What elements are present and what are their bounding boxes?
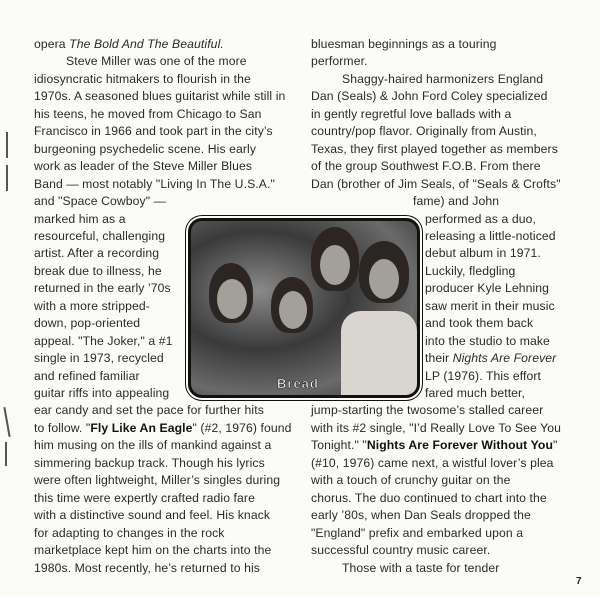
text-line xyxy=(34,72,251,86)
photo-figure xyxy=(320,245,350,285)
text-segment: (#10, 1976) came next, a wistful lover’s plea xyxy=(311,455,554,470)
song-title: Nights Are Forever Without You xyxy=(366,438,553,453)
text-segment: work as leader of the Steve Miller Blues xyxy=(34,159,253,174)
text-line xyxy=(311,124,537,138)
text-segment: of the group Southwest F.O.B. From there xyxy=(311,159,541,174)
text-segment: with a touch of crunchy guitar on the xyxy=(311,473,511,488)
text-line xyxy=(311,456,554,470)
text-line xyxy=(311,421,561,435)
text-line xyxy=(34,299,150,313)
scan-mark xyxy=(5,442,7,466)
text-line xyxy=(425,316,533,330)
text-line xyxy=(311,526,523,540)
text-line xyxy=(34,543,271,557)
text-segment: Those with a taste for tender xyxy=(342,560,500,575)
text-segment: his teens, he moved from Chicago to San xyxy=(34,106,262,121)
text-line xyxy=(311,438,557,452)
text-segment: and "Space Cowboy" — xyxy=(34,194,166,209)
text-segment: their xyxy=(425,351,453,366)
text-line xyxy=(34,508,270,522)
text-segment: to follow. " xyxy=(34,420,91,435)
text-segment: country/pop flavor. Originally from Austin, xyxy=(311,124,537,139)
text-segment: 1970s. A seasoned blues guitarist while still in xyxy=(34,89,286,104)
text-segment: Steve Miller was one of the more xyxy=(66,54,247,69)
text-segment: and took them back xyxy=(425,316,534,331)
text-segment: Band — most notably "Living In The U.S.A." xyxy=(34,176,275,191)
text-segment: releasing a little-noticed xyxy=(425,228,556,243)
photo-caption: Bread xyxy=(277,376,319,391)
text-line xyxy=(311,54,368,68)
text-segment: Dan (brother of Jim Seals, of "Seals & Crofts" xyxy=(311,176,561,191)
text-line xyxy=(34,526,225,540)
text-segment: " xyxy=(553,438,558,453)
text-segment: chorus. The duo continued to chart into the xyxy=(311,490,547,505)
text-line xyxy=(425,212,536,226)
text-line xyxy=(425,264,515,278)
text-segment: in gently regretful love ballads with a xyxy=(311,106,512,121)
text-line xyxy=(34,124,273,138)
text-segment: into the studio to make xyxy=(425,333,550,348)
text-segment: LP (1976). This effort xyxy=(425,368,542,383)
text-line xyxy=(34,491,255,505)
text-segment: burgeoning psychedelic scene. His early xyxy=(34,141,257,156)
text-segment: resourceful, challenging xyxy=(34,228,166,243)
text-segment: ear candy and set the pace for further hits xyxy=(34,403,264,418)
text-segment: appeal. "The Joker," a #1 xyxy=(34,333,173,348)
text-line xyxy=(34,456,265,470)
text-segment: with a more stripped- xyxy=(34,298,150,313)
text-segment: and refined familiar xyxy=(34,368,140,383)
text-segment: break due to illness, he xyxy=(34,263,162,278)
text-segment: producer Kyle Lehning xyxy=(425,281,550,296)
text-line xyxy=(342,72,543,86)
text-segment: Texas, they first played together as members xyxy=(311,141,558,156)
text-line xyxy=(34,316,140,330)
text-segment: "England" prefix and embarked upon a xyxy=(311,525,524,540)
photo-figure xyxy=(369,259,399,299)
italic-title: The Bold And The Beautiful. xyxy=(69,37,224,51)
text-segment: marketplace kept him on the charts into the xyxy=(34,543,272,558)
text-line xyxy=(311,89,547,103)
text-line xyxy=(311,473,511,487)
text-line xyxy=(66,54,247,68)
text-line xyxy=(425,229,556,243)
text-line xyxy=(311,159,541,173)
text-segment: Francisco in 1966 and took part in the city’s xyxy=(34,124,273,139)
scan-mark xyxy=(6,132,8,158)
text-segment: bluesman beginnings as a touring xyxy=(311,37,497,51)
text-segment: idiosyncratic hitmakers to flourish in the xyxy=(34,71,251,86)
text-segment: saw merit in their music xyxy=(425,298,555,313)
text-segment: guitar riffs into appealing xyxy=(34,386,170,400)
page-number: 7 xyxy=(576,576,582,587)
text-segment: were often lightweight, Miller’s singles during xyxy=(34,473,281,488)
text-line xyxy=(34,159,252,173)
text-line xyxy=(34,369,140,383)
text-line xyxy=(34,142,256,156)
photo-figure xyxy=(217,279,247,319)
text-line xyxy=(425,281,549,295)
text-segment: 1980s. Most recently, he’s returned to his xyxy=(34,560,260,575)
text-segment: marked him as a xyxy=(34,211,126,226)
text-segment: fared much better, xyxy=(425,386,526,400)
scan-mark xyxy=(3,407,10,437)
text-segment: him musing on the ills of mankind against a xyxy=(34,438,272,453)
text-line xyxy=(311,508,531,522)
song-title: Fly Like An Eagle xyxy=(90,420,193,435)
text-segment: performer. xyxy=(311,54,368,69)
text-line xyxy=(34,229,165,243)
text-line xyxy=(311,177,561,191)
text-segment: Tonight." " xyxy=(311,438,367,453)
text-line xyxy=(34,351,164,365)
text-segment: " (#2, 1976) found xyxy=(192,420,292,435)
text-segment: artist. After a recording xyxy=(34,246,160,261)
text-segment: fame) and John xyxy=(413,194,500,209)
text-segment: early ’80s, when Dan Seals dropped the xyxy=(311,508,531,523)
text-line xyxy=(34,264,162,278)
text-segment: with its #2 single, "I’d Really Love To See You xyxy=(311,420,561,435)
text-line xyxy=(34,561,260,575)
text-segment: Luckily, fledgling xyxy=(425,263,516,278)
text-line xyxy=(311,37,496,51)
text-line xyxy=(413,194,499,208)
text-line xyxy=(425,351,556,365)
text-segment: simmering backup track. Though his lyrics xyxy=(34,455,265,470)
text-segment: returned in the early ’70s xyxy=(34,281,171,296)
text-segment: Shaggy-haired harmonizers England xyxy=(342,71,544,86)
text-line xyxy=(311,107,511,121)
text-line xyxy=(311,403,543,417)
text-line xyxy=(34,281,171,295)
text-line xyxy=(425,299,555,313)
text-segment: opera xyxy=(34,37,70,51)
text-line xyxy=(34,473,280,487)
text-segment: down, pop-oriented xyxy=(34,316,141,331)
text-line xyxy=(34,246,159,260)
text-segment: for adapting to changes in the rock xyxy=(34,525,225,540)
text-segment: performed as a duo, xyxy=(425,211,536,226)
scan-mark xyxy=(6,165,8,191)
text-line xyxy=(425,369,541,383)
text-line xyxy=(34,89,285,103)
text-line xyxy=(311,142,558,156)
text-line xyxy=(34,421,291,435)
text-line xyxy=(425,386,525,400)
text-line xyxy=(34,37,224,51)
text-line xyxy=(425,246,541,260)
text-line xyxy=(34,177,275,191)
text-line xyxy=(34,212,126,226)
text-line xyxy=(342,561,499,575)
text-segment: this time were expertly crafted radio fare xyxy=(34,490,255,505)
photo-figure xyxy=(279,291,307,329)
text-line xyxy=(34,107,261,121)
text-line xyxy=(311,491,547,505)
italic-title: Nights Are Forever xyxy=(452,351,557,366)
text-line xyxy=(34,403,264,417)
band-photo xyxy=(188,218,420,398)
text-segment: debut album in 1971. xyxy=(425,246,541,261)
text-segment: Dan (Seals) & John Ford Coley specialized xyxy=(311,89,548,104)
photo-shirt xyxy=(341,311,417,395)
text-segment: successful country music career. xyxy=(311,543,491,558)
text-segment: jump-starting the twosome’s stalled career xyxy=(311,403,544,418)
text-line xyxy=(34,438,271,452)
text-line xyxy=(34,194,166,208)
text-segment: single in 1973, recycled xyxy=(34,351,164,366)
text-line xyxy=(311,543,490,557)
text-segment: with a distinctive sound and feel. His knack xyxy=(34,508,271,523)
text-line xyxy=(34,334,173,348)
text-line xyxy=(34,386,169,400)
text-line xyxy=(425,334,550,348)
